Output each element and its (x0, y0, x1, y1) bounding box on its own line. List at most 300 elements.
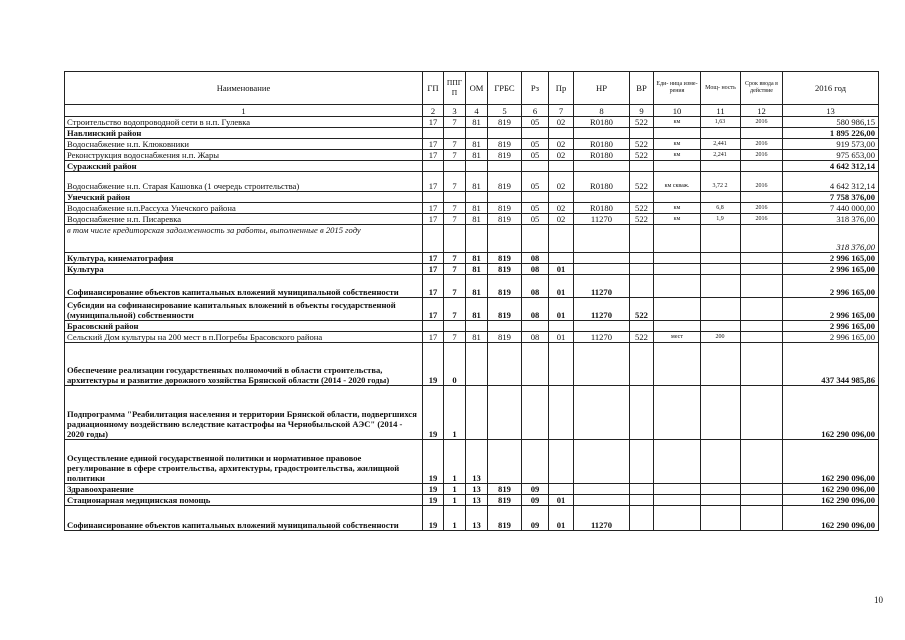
cell-rz: 05 (522, 117, 549, 128)
cell-unit: мест (654, 332, 701, 343)
cell-capacity (701, 161, 741, 172)
cell-grbs: 819 (488, 253, 522, 264)
cell-gp: 17 (423, 298, 444, 321)
cell-sum: 162 290 096,00 (783, 440, 879, 484)
cell-name: Унечский район (65, 192, 423, 203)
table-row (65, 386, 879, 440)
cell-sum: 162 290 096,00 (783, 386, 879, 440)
cell-sum: 2 996 165,00 (783, 275, 879, 298)
cell-np: R0180 (574, 172, 630, 192)
cell-rz: 05 (522, 172, 549, 192)
cell-name: Водоснабжение н.п. Писаревка (65, 214, 423, 225)
cell-np: 11270 (574, 214, 630, 225)
cell-capacity (701, 495, 741, 506)
cell-unit (654, 321, 701, 332)
cell-om (466, 161, 488, 172)
cell-ppgp (444, 192, 466, 203)
cell-term (741, 275, 783, 298)
cell-sum: 318 376,00 (783, 214, 879, 225)
cell-rz: 05 (522, 139, 549, 150)
cell-sum: 975 653,00 (783, 150, 879, 161)
cell-term: 2016 (741, 150, 783, 161)
cell-term (741, 484, 783, 495)
cell-unit: км скваж. (654, 172, 701, 192)
cell-ppgp: 7 (444, 298, 466, 321)
cell-om (466, 225, 488, 253)
cell-pr (549, 253, 574, 264)
cell-capacity (701, 128, 741, 139)
cell-rz: 05 (522, 214, 549, 225)
cell-vr (630, 253, 654, 264)
cell-pr: 01 (549, 495, 574, 506)
cell-np (574, 264, 630, 275)
cell-rz: 08 (522, 275, 549, 298)
column-number: 7 (549, 105, 574, 117)
cell-term (741, 192, 783, 203)
cell-ppgp: 7 (444, 117, 466, 128)
cell-name: Реконструкция водоснабжения н.п. Жары (65, 150, 423, 161)
cell-pr (549, 128, 574, 139)
cell-grbs: 819 (488, 203, 522, 214)
cell-rz (522, 161, 549, 172)
cell-pr: 01 (549, 332, 574, 343)
cell-rz: 08 (522, 264, 549, 275)
cell-vr (630, 192, 654, 203)
cell-sum: 2 996 165,00 (783, 298, 879, 321)
column-number: 5 (488, 105, 522, 117)
cell-om: 13 (466, 484, 488, 495)
cell-rz (522, 321, 549, 332)
cell-capacity (701, 440, 741, 484)
cell-ppgp: 7 (444, 214, 466, 225)
cell-np (574, 484, 630, 495)
cell-capacity (701, 264, 741, 275)
cell-np: R0180 (574, 139, 630, 150)
column-number: 11 (701, 105, 741, 117)
cell-term (741, 161, 783, 172)
cell-sum: 7 440 000,00 (783, 203, 879, 214)
cell-om: 81 (466, 203, 488, 214)
cell-vr: 522 (630, 139, 654, 150)
cell-capacity: 1,9 (701, 214, 741, 225)
cell-np (574, 225, 630, 253)
cell-np: R0180 (574, 150, 630, 161)
cell-np: 11270 (574, 275, 630, 298)
cell-ppgp: 7 (444, 172, 466, 192)
cell-grbs: 819 (488, 298, 522, 321)
cell-gp (423, 192, 444, 203)
cell-sum: 919 573,00 (783, 139, 879, 150)
cell-name: Софинансирование объектов капитальных вложений муниципальной собственности (65, 275, 423, 298)
table-row (65, 128, 879, 139)
cell-sum: 162 290 096,00 (783, 506, 879, 531)
cell-om: 81 (466, 139, 488, 150)
cell-ppgp: 0 (444, 343, 466, 386)
cell-ppgp (444, 128, 466, 139)
cell-om (466, 321, 488, 332)
cell-name: Стационарная медицинская помощь (65, 495, 423, 506)
cell-unit (654, 275, 701, 298)
cell-capacity (701, 225, 741, 253)
cell-rz (522, 440, 549, 484)
cell-sum: 437 344 985,86 (783, 343, 879, 386)
cell-term: 2016 (741, 214, 783, 225)
col-year-header: 2016 год (783, 72, 879, 105)
cell-gp: 17 (423, 214, 444, 225)
column-number: 13 (783, 105, 879, 117)
cell-name: Навлинский район (65, 128, 423, 139)
cell-ppgp: 1 (444, 506, 466, 531)
table-row (65, 161, 879, 172)
cell-unit (654, 264, 701, 275)
cell-unit: км (654, 117, 701, 128)
cell-term: 2016 (741, 139, 783, 150)
cell-np: 11270 (574, 506, 630, 531)
cell-capacity: 6,8 (701, 203, 741, 214)
cell-vr (630, 161, 654, 172)
cell-gp: 17 (423, 264, 444, 275)
cell-np (574, 253, 630, 264)
cell-name: в том числе кредиторская задолженность за работы, выполненные в 2015 году (65, 225, 423, 253)
cell-name: Обеспечение реализации государственных полномочий в области строительства, архитектуры и развитие дорожного хозяйства Брянской области (2014 - 2020 годы) (65, 343, 423, 386)
budget-table (64, 71, 879, 531)
cell-gp: 17 (423, 275, 444, 298)
col-rz-header: Рз (522, 72, 549, 105)
table-row (65, 192, 879, 203)
cell-gp (423, 161, 444, 172)
cell-ppgp: 7 (444, 150, 466, 161)
cell-ppgp (444, 161, 466, 172)
column-number: 1 (65, 105, 423, 117)
cell-unit (654, 192, 701, 203)
cell-capacity (701, 484, 741, 495)
cell-vr (630, 386, 654, 440)
cell-vr: 522 (630, 150, 654, 161)
cell-np: 11270 (574, 332, 630, 343)
table-row (65, 495, 879, 506)
cell-gp: 19 (423, 440, 444, 484)
cell-sum: 2 996 165,00 (783, 321, 879, 332)
cell-unit: км (654, 139, 701, 150)
cell-sum: 162 290 096,00 (783, 484, 879, 495)
cell-pr (549, 386, 574, 440)
cell-sum: 2 996 165,00 (783, 253, 879, 264)
table-row (65, 343, 879, 386)
cell-pr: 01 (549, 264, 574, 275)
cell-unit (654, 253, 701, 264)
cell-grbs (488, 128, 522, 139)
cell-name: Субсидии на софинансирование капитальных вложений в объекты государственной (муниципальной) собственности (65, 298, 423, 321)
table-row (65, 214, 879, 225)
cell-gp: 19 (423, 343, 444, 386)
cell-unit (654, 440, 701, 484)
cell-name: Водоснабжение н.п.Рассуха Унечского района (65, 203, 423, 214)
cell-om: 81 (466, 332, 488, 343)
cell-rz: 09 (522, 495, 549, 506)
cell-gp (423, 321, 444, 332)
cell-grbs (488, 225, 522, 253)
cell-term (741, 440, 783, 484)
cell-capacity (701, 253, 741, 264)
cell-capacity (701, 506, 741, 531)
cell-term: 2016 (741, 172, 783, 192)
cell-term (741, 128, 783, 139)
cell-name: Суражский район (65, 161, 423, 172)
cell-pr: 02 (549, 214, 574, 225)
cell-term (741, 386, 783, 440)
cell-term (741, 321, 783, 332)
cell-vr: 522 (630, 117, 654, 128)
cell-pr: 02 (549, 139, 574, 150)
cell-om: 13 (466, 440, 488, 484)
cell-om: 13 (466, 495, 488, 506)
col-ppgp-header: ППГП (444, 72, 466, 105)
column-number: 9 (630, 105, 654, 117)
cell-np: R0180 (574, 117, 630, 128)
column-number: 12 (741, 105, 783, 117)
cell-capacity (701, 192, 741, 203)
table-row (65, 225, 879, 253)
cell-vr (630, 495, 654, 506)
cell-om: 81 (466, 214, 488, 225)
cell-name: Водоснабжение н.п. Клюковники (65, 139, 423, 150)
cell-ppgp: 7 (444, 332, 466, 343)
cell-ppgp: 7 (444, 275, 466, 298)
cell-grbs (488, 321, 522, 332)
cell-unit (654, 495, 701, 506)
table-row (65, 253, 879, 264)
cell-grbs: 819 (488, 484, 522, 495)
cell-rz: 09 (522, 506, 549, 531)
col-term-header: Срок ввода в действие (741, 72, 783, 105)
column-number: 2 (423, 105, 444, 117)
cell-pr (549, 161, 574, 172)
col-unit-header: Еди- ница изме- рения (654, 72, 701, 105)
cell-unit (654, 386, 701, 440)
cell-np (574, 192, 630, 203)
cell-vr (630, 128, 654, 139)
cell-om: 13 (466, 506, 488, 531)
col-capacity-header: Мощ- ность (701, 72, 741, 105)
column-number: 3 (444, 105, 466, 117)
cell-pr: 01 (549, 506, 574, 531)
cell-term (741, 343, 783, 386)
col-name-header: Наименование (65, 72, 423, 105)
cell-ppgp: 1 (444, 440, 466, 484)
header-row (65, 72, 879, 105)
cell-np (574, 495, 630, 506)
cell-sum: 318 376,00 (783, 225, 879, 253)
cell-unit (654, 128, 701, 139)
table-row (65, 203, 879, 214)
cell-capacity: 200 (701, 332, 741, 343)
table-row (65, 172, 879, 192)
col-grbs-header: ГРБС (488, 72, 522, 105)
cell-rz: 08 (522, 253, 549, 264)
cell-np: 11270 (574, 298, 630, 321)
table-row (65, 264, 879, 275)
cell-vr (630, 440, 654, 484)
cell-rz: 08 (522, 332, 549, 343)
cell-grbs (488, 161, 522, 172)
cell-name: Подпрограмма "Реабилитация населения и территории Брянской области, подвергшихся радиационному воздействию вследствие катастрофы на Чернобыльской АЭС" (2014 - 2020 годы) (65, 386, 423, 440)
cell-gp: 17 (423, 150, 444, 161)
cell-om (466, 386, 488, 440)
cell-rz: 05 (522, 150, 549, 161)
cell-grbs (488, 386, 522, 440)
col-gp-header: ГП (423, 72, 444, 105)
cell-capacity: 2,441 (701, 139, 741, 150)
cell-om: 81 (466, 264, 488, 275)
cell-gp: 17 (423, 139, 444, 150)
cell-rz (522, 343, 549, 386)
cell-name: Осуществление единой государственной политики и нормативное правовое регулирование в сфере строительства, архитектуры, градостроительства, жилищной политики (65, 440, 423, 484)
cell-om: 81 (466, 298, 488, 321)
cell-np (574, 386, 630, 440)
cell-grbs (488, 343, 522, 386)
cell-grbs: 819 (488, 214, 522, 225)
cell-sum: 4 642 312,14 (783, 161, 879, 172)
cell-vr: 522 (630, 332, 654, 343)
cell-sum: 580 986,15 (783, 117, 879, 128)
cell-rz (522, 128, 549, 139)
cell-ppgp: 7 (444, 253, 466, 264)
cell-grbs: 819 (488, 332, 522, 343)
cell-ppgp: 7 (444, 139, 466, 150)
cell-term (741, 495, 783, 506)
cell-grbs: 819 (488, 172, 522, 192)
table-row (65, 484, 879, 495)
cell-pr (549, 343, 574, 386)
cell-ppgp: 1 (444, 386, 466, 440)
column-number: 4 (466, 105, 488, 117)
table-row (65, 150, 879, 161)
cell-unit (654, 343, 701, 386)
cell-name: Сельский Дом культуры на 200 мест в п.Погребы Брасовского района (65, 332, 423, 343)
page-number: 10 (874, 595, 883, 605)
column-numbers-row (65, 105, 879, 117)
cell-grbs: 819 (488, 150, 522, 161)
cell-om: 81 (466, 172, 488, 192)
cell-unit (654, 298, 701, 321)
cell-grbs: 819 (488, 264, 522, 275)
cell-om (466, 343, 488, 386)
cell-vr (630, 321, 654, 332)
cell-capacity (701, 321, 741, 332)
cell-unit: км (654, 150, 701, 161)
cell-gp: 17 (423, 172, 444, 192)
cell-rz (522, 192, 549, 203)
cell-term (741, 506, 783, 531)
table-row (65, 440, 879, 484)
cell-om: 81 (466, 253, 488, 264)
table-row (65, 275, 879, 298)
cell-vr (630, 484, 654, 495)
cell-pr (549, 440, 574, 484)
cell-capacity (701, 298, 741, 321)
cell-unit (654, 506, 701, 531)
cell-name: Культура, кинематография (65, 253, 423, 264)
table-row (65, 139, 879, 150)
cell-vr (630, 225, 654, 253)
cell-pr (549, 484, 574, 495)
cell-gp: 17 (423, 332, 444, 343)
cell-capacity: 2,241 (701, 150, 741, 161)
column-number: 10 (654, 105, 701, 117)
column-number: 8 (574, 105, 630, 117)
cell-om: 81 (466, 275, 488, 298)
cell-capacity: 1,63 (701, 117, 741, 128)
cell-grbs: 819 (488, 139, 522, 150)
cell-gp (423, 225, 444, 253)
table-row (65, 321, 879, 332)
cell-pr: 02 (549, 117, 574, 128)
cell-om: 81 (466, 117, 488, 128)
cell-gp: 19 (423, 386, 444, 440)
col-np-header: НР (574, 72, 630, 105)
cell-sum: 4 642 312,14 (783, 172, 879, 192)
cell-rz: 09 (522, 484, 549, 495)
cell-pr: 02 (549, 203, 574, 214)
table-row (65, 117, 879, 128)
cell-gp: 17 (423, 117, 444, 128)
cell-rz: 05 (522, 203, 549, 214)
cell-sum: 2 996 165,00 (783, 264, 879, 275)
cell-term (741, 225, 783, 253)
cell-gp: 19 (423, 484, 444, 495)
cell-name: Здравоохранение (65, 484, 423, 495)
cell-np (574, 440, 630, 484)
cell-term (741, 253, 783, 264)
cell-rz (522, 386, 549, 440)
cell-ppgp: 1 (444, 484, 466, 495)
cell-ppgp (444, 225, 466, 253)
cell-name: Брасовский район (65, 321, 423, 332)
cell-grbs: 819 (488, 495, 522, 506)
cell-sum: 162 290 096,00 (783, 495, 879, 506)
col-om-header: ОМ (466, 72, 488, 105)
cell-vr (630, 343, 654, 386)
cell-gp: 17 (423, 253, 444, 264)
cell-pr (549, 225, 574, 253)
cell-grbs (488, 192, 522, 203)
cell-name: Софинансирование объектов капитальных вложений муниципальной собственности (65, 506, 423, 531)
cell-om: 81 (466, 150, 488, 161)
cell-vr: 522 (630, 298, 654, 321)
cell-term (741, 332, 783, 343)
col-vr-header: ВР (630, 72, 654, 105)
table-body (65, 117, 879, 531)
cell-pr: 01 (549, 298, 574, 321)
table-row (65, 506, 879, 531)
cell-sum: 2 996 165,00 (783, 332, 879, 343)
cell-term: 2016 (741, 203, 783, 214)
cell-vr: 522 (630, 172, 654, 192)
cell-om (466, 192, 488, 203)
cell-unit (654, 161, 701, 172)
cell-ppgp: 7 (444, 264, 466, 275)
cell-gp (423, 128, 444, 139)
cell-grbs: 819 (488, 506, 522, 531)
cell-rz: 08 (522, 298, 549, 321)
cell-pr: 02 (549, 150, 574, 161)
cell-unit (654, 484, 701, 495)
cell-ppgp (444, 321, 466, 332)
cell-name: Строительство водопроводной сети в н.п. Гулевка (65, 117, 423, 128)
cell-unit: км (654, 203, 701, 214)
cell-np (574, 161, 630, 172)
cell-om (466, 128, 488, 139)
